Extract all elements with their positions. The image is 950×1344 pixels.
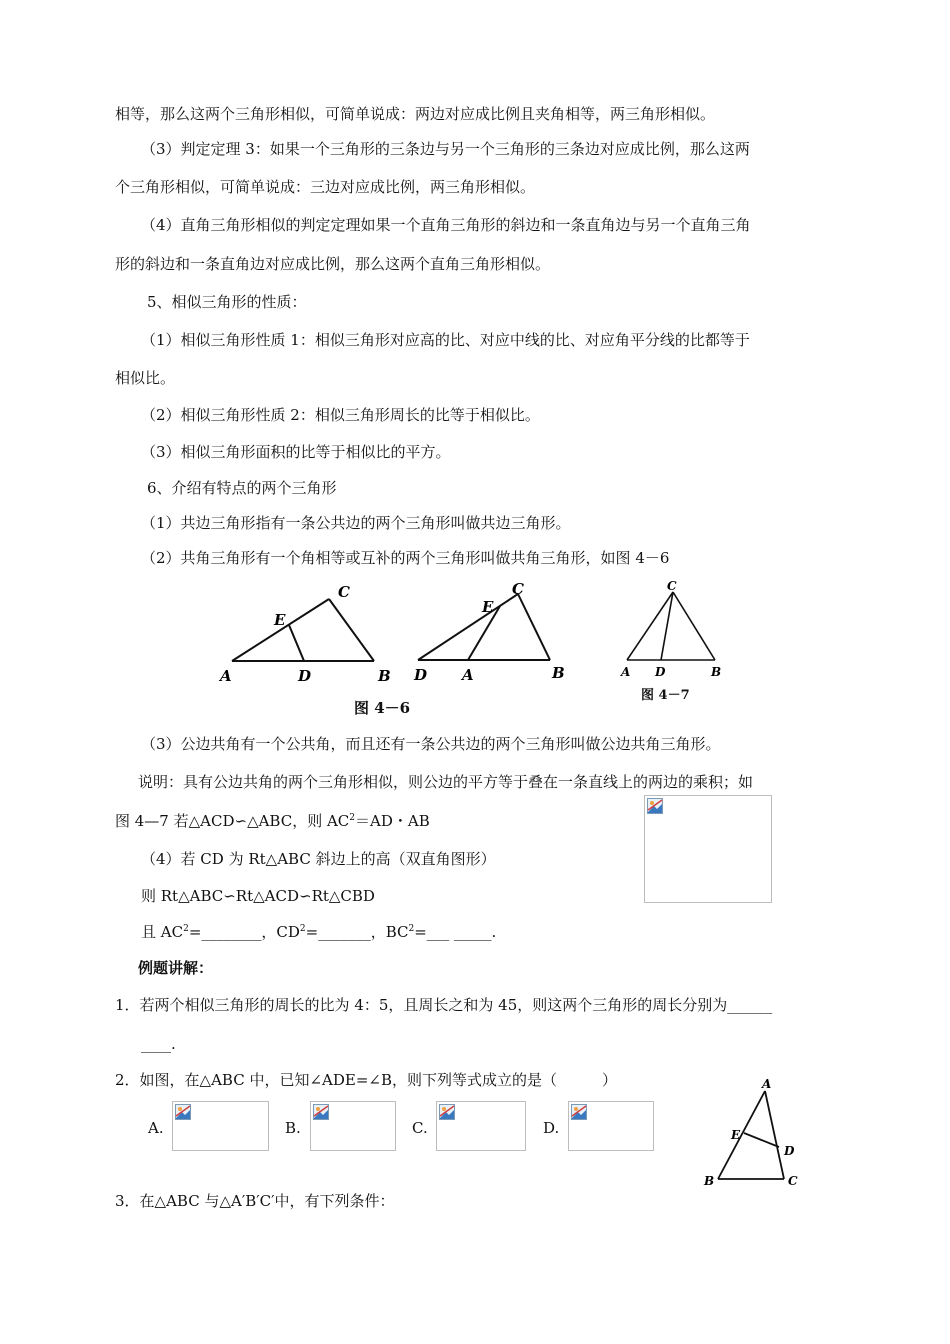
segment-ed (289, 625, 304, 661)
text-line-10: （3）相似三角形面积的比等于相似比的平方。 (141, 443, 451, 461)
text-line-1: 相等，那么这两个三角形相似，可简单说成：两边对应成比例且夹角相等，两三角形相似。 (115, 105, 716, 123)
segment-dc (418, 594, 518, 660)
broken-image-icon (313, 1104, 329, 1120)
text-line-4: （4）直角三角形相似的判定定理如果一个直角三角形的斜边和一条直角边与另一个直角三角 (141, 216, 751, 234)
text-line-13: （2）共角三角形有一个角相等或互补的两个三角形叫做共角三角形，如图 4－6 (141, 549, 670, 567)
text-16a: 图 4—7 若△ACD∽△ABC，则 AC (115, 812, 350, 830)
text-19c: =_______，BC (305, 923, 409, 941)
label-b: B (378, 667, 391, 685)
option-a-label: A. (148, 1119, 164, 1137)
examples-heading: 例题讲解： (138, 959, 214, 977)
segment-cb (673, 592, 715, 660)
option-c-image[interactable] (436, 1101, 526, 1151)
option-b-label: B. (285, 1119, 301, 1137)
text-line-3: 个三角形相似，可简单说成：三边对应成比例，两三角形相似。 (115, 178, 536, 196)
question-2-figure (700, 1075, 810, 1190)
segment-ab (718, 1091, 765, 1179)
text-19d: =___ _____. (414, 923, 497, 941)
superscript-2: 2 (299, 924, 306, 934)
option-d-label: D. (543, 1119, 560, 1137)
text-line-9: （2）相似三角形性质 2：相似三角形周长的比等于相似比。 (141, 406, 540, 424)
question-1-cont: ____. (141, 1035, 176, 1053)
image-placeholder (644, 795, 772, 903)
superscript-2: 2 (408, 924, 415, 934)
text-19b: =________，CD (188, 923, 300, 941)
section-5-heading: 5、相似三角形的性质： (147, 293, 307, 311)
label-e: E (731, 1128, 741, 1142)
option-c-label: C. (412, 1119, 428, 1137)
superscript-2: 2 (349, 813, 356, 823)
option-a-image[interactable] (172, 1101, 269, 1151)
segment-cb (518, 594, 550, 660)
option-d-image[interactable] (568, 1101, 654, 1151)
text-line-15: 说明：具有公边共角的两个三角形相似，则公边的平方等于叠在一条直线上的两边的乘积；如 (138, 773, 754, 791)
segment-ac (627, 592, 673, 660)
label-d: D (784, 1144, 795, 1158)
text-19a: 且 AC (141, 923, 184, 941)
label-c: C (788, 1174, 798, 1188)
figure-4-7 (615, 580, 730, 685)
label-d: D (414, 666, 428, 684)
text-line-5: 形的斜边和一条直角边对应成比例，那么这两个直角三角形相似。 (115, 255, 551, 273)
label-e: E (482, 598, 494, 616)
text-line-8: 相似比。 (115, 369, 176, 387)
text-line-14: （3）公边共角有一个公共角，而且还有一条公共边的两个三角形叫做公边共角三角形。 (141, 735, 721, 753)
segment-ac (232, 599, 329, 661)
section-6-heading: 6、介绍有特点的两个三角形 (147, 479, 337, 497)
label-d: D (298, 667, 312, 685)
figure-4-7-caption: 图 4－7 (641, 688, 690, 703)
text-line-19 (141, 922, 496, 942)
label-e: E (274, 611, 286, 629)
text-line-16 (115, 811, 430, 831)
label-a: A (621, 665, 631, 679)
segment-ac (765, 1091, 784, 1179)
segment-cb (329, 599, 374, 661)
label-b: B (711, 665, 722, 679)
figure-4-6-left (216, 585, 406, 685)
label-b: B (552, 664, 565, 682)
text-line-18: 则 Rt△ABC∽Rt△ACD∽Rt△CBD (141, 887, 375, 905)
label-a: A (220, 667, 232, 685)
broken-image-icon (571, 1104, 587, 1120)
label-c: C (667, 580, 677, 593)
figure-4-6-right (410, 580, 580, 685)
figure-4-6-caption: 图 4－6 (354, 699, 411, 717)
text-16b: ＝AD・AB (355, 812, 430, 830)
text-line-2: （3）判定定理 3：如果一个三角形的三条边与另一个三角形的三条边对应成比例，那么这两 (141, 140, 750, 158)
label-b: B (704, 1174, 715, 1188)
question-2: 2．如图，在△ABC 中，已知∠ADE=∠B，则下列等式成立的是（ ） (115, 1071, 617, 1089)
question-3: 3．在△ABC 与△A′B′C′中，有下列条件： (115, 1192, 395, 1210)
text-line-17: （4）若 CD 为 Rt△ABC 斜边上的高（双直角图形） (141, 850, 496, 868)
question-1: 1．若两个相似三角形的周长的比为 4：5，且周长之和为 45，则这两个三角形的周长分别为______ (115, 996, 773, 1014)
superscript-2: 2 (183, 924, 189, 934)
text-line-7: （1）相似三角形性质 1：相似三角形对应高的比、对应中线的比、对应角平分线的比都等于 (141, 331, 750, 349)
option-b-image[interactable] (310, 1101, 396, 1151)
broken-image-icon (175, 1104, 191, 1120)
label-a: A (762, 1077, 772, 1091)
label-c: C (512, 580, 524, 598)
text-line-12: （1）共边三角形指有一条公共边的两个三角形叫做共边三角形。 (141, 514, 571, 532)
label-d: D (655, 665, 666, 679)
broken-image-icon (439, 1104, 455, 1120)
label-a: A (462, 666, 474, 684)
label-c: C (338, 585, 350, 601)
broken-image-icon (647, 798, 663, 814)
